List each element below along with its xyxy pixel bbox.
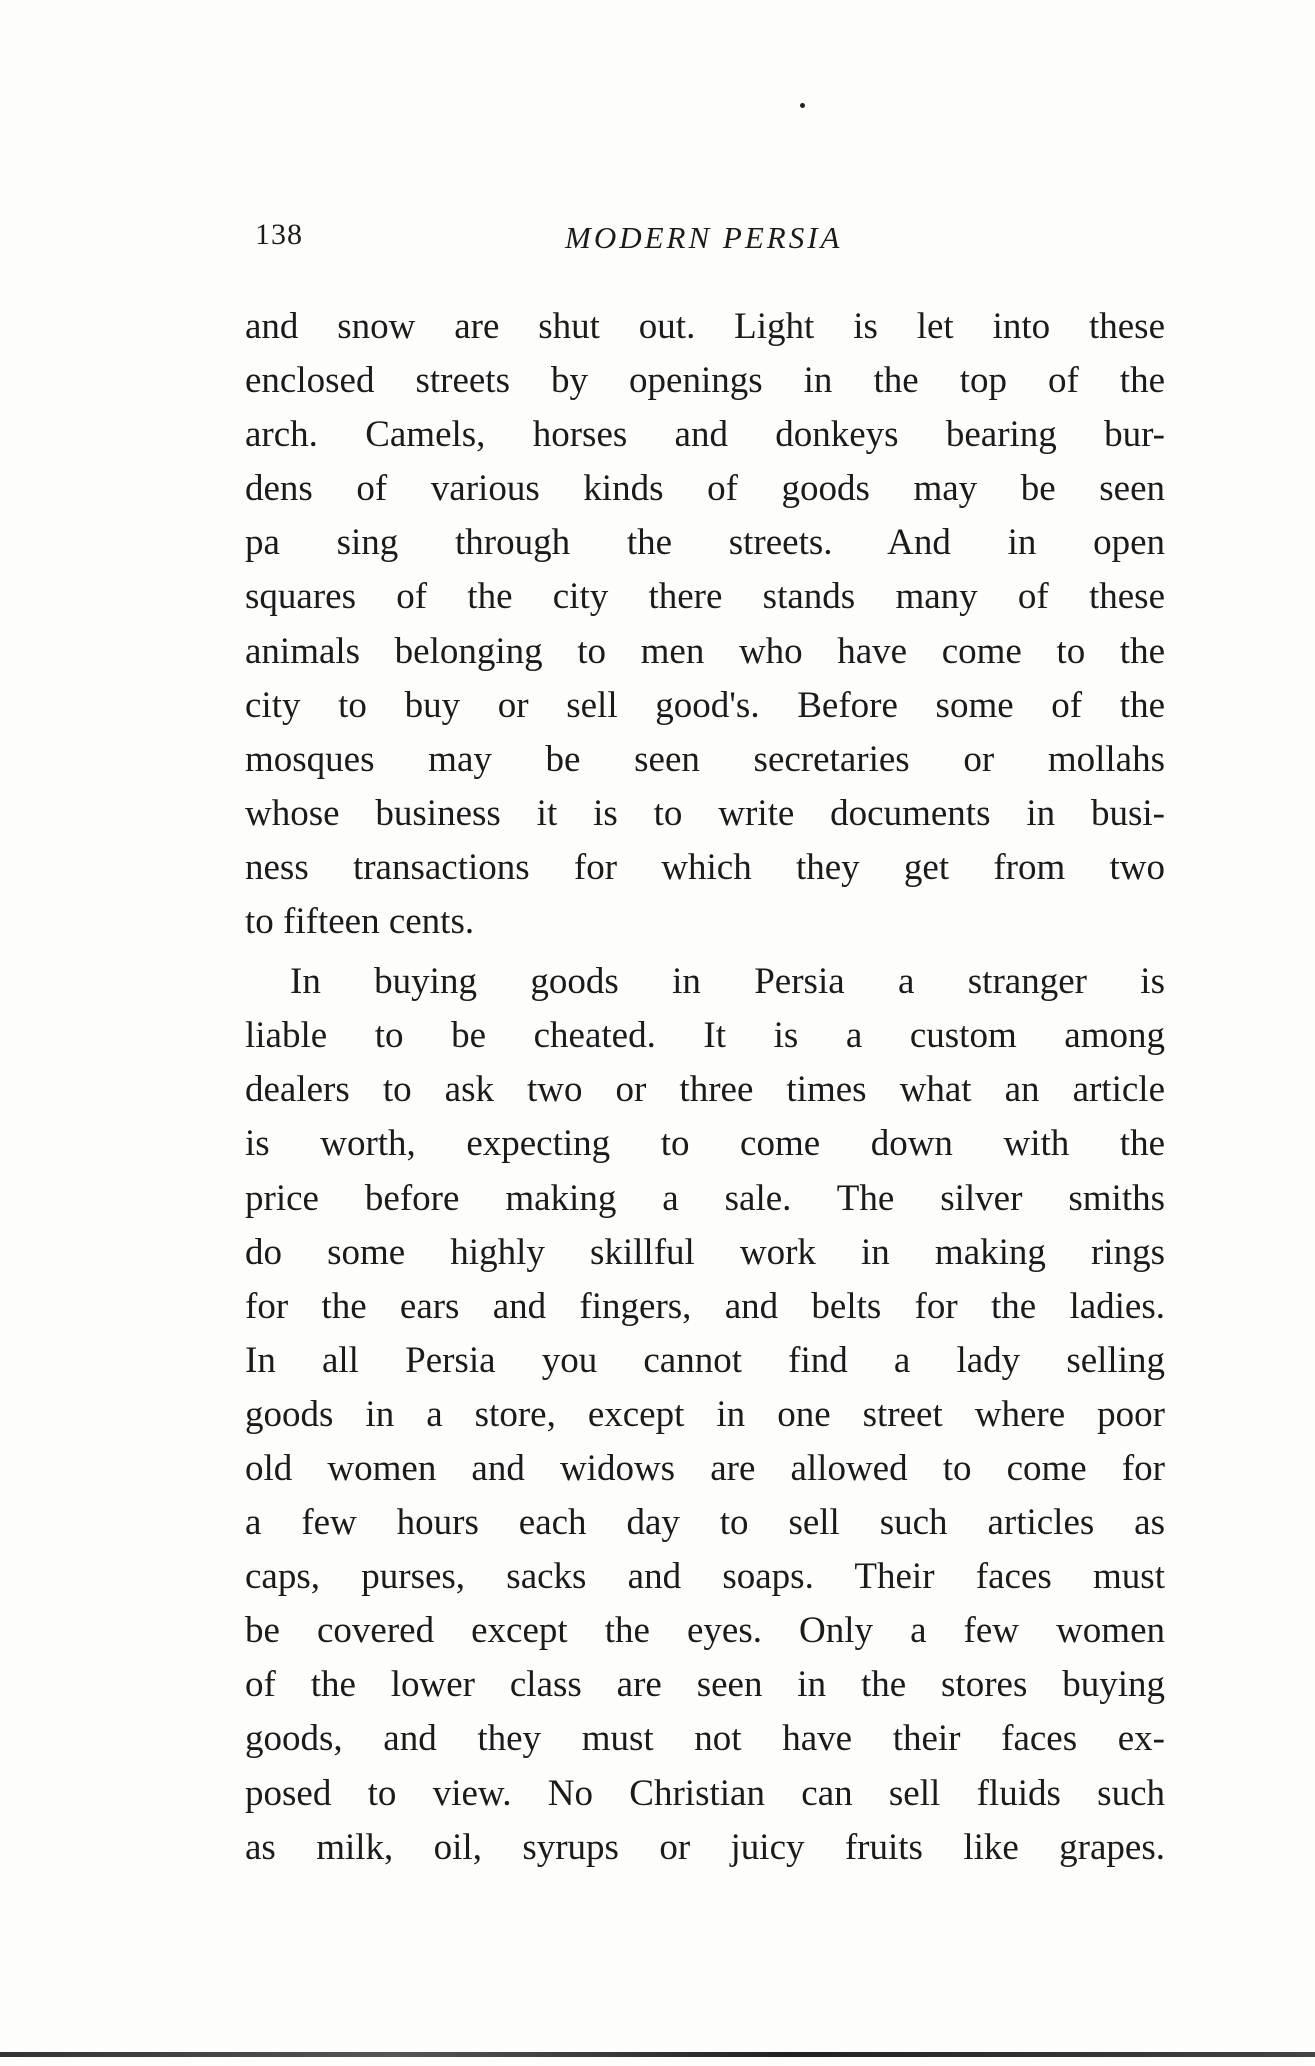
text-line: to fifteen cents.: [245, 901, 475, 943]
ink-speck: [800, 103, 805, 108]
text-line: In buying goods in Persia a stranger is: [290, 961, 1165, 1003]
text-line: be covered except the eyes. Only a few women: [245, 1610, 1165, 1652]
text-line: a few hours each day to sell such articles as: [245, 1502, 1165, 1544]
text-line: caps, purses, sacks and soaps. Their faces must: [245, 1556, 1165, 1598]
text-line: animals belonging to men who have come to the: [245, 630, 1165, 672]
text-line: arch. Camels, horses and donkeys bearing bur-: [245, 414, 1165, 456]
text-line: mosques may be seen secretaries or mollahs: [245, 738, 1165, 780]
text-line: goods in a store, except in one street where poor: [245, 1393, 1165, 1435]
text-line: squares of the city there stands many of these: [245, 576, 1165, 618]
text-line: posed to view. No Christian can sell fluids such: [245, 1772, 1165, 1814]
text-line: pa sing through the streets. And in open: [245, 522, 1165, 564]
body-text: [245, 300, 1165, 1875]
text-line: city to buy or sell good's. Before some of the: [245, 684, 1165, 726]
text-line: for the ears and fingers, and belts for the ladies.: [245, 1285, 1165, 1327]
text-line: price before making a sale. The silver smiths: [245, 1177, 1165, 1219]
text-line: enclosed streets by openings in the top of the: [245, 360, 1165, 402]
page-edge-rule: [0, 2052, 1315, 2057]
paragraph: [245, 955, 1165, 1875]
text-line: liable to be cheated. It is a custom among: [245, 1015, 1165, 1057]
text-line: dens of various kinds of goods may be seen: [245, 468, 1165, 510]
paragraph: [245, 300, 1165, 949]
text-line: goods, and they must not have their faces ex-: [245, 1718, 1165, 1760]
text-line: do some highly skillful work in making rings: [245, 1231, 1165, 1273]
text-line: dealers to ask two or three times what an article: [245, 1069, 1165, 1111]
text-line: is worth, expecting to come down with the: [245, 1123, 1165, 1165]
text-line: whose business it is to write documents in busi-: [245, 792, 1165, 834]
text-line: of the lower class are seen in the stores buying: [245, 1664, 1165, 1706]
page-number: 138: [255, 218, 303, 251]
text-line: old women and widows are allowed to come for: [245, 1447, 1165, 1489]
text-line: In all Persia you cannot find a lady selling: [245, 1339, 1165, 1381]
text-line: and snow are shut out. Light is let into these: [245, 306, 1165, 347]
page-header: [255, 218, 1155, 268]
text-line: as milk, oil, syrups or juicy fruits like grapes.: [245, 1826, 1165, 1868]
text-line: ness transactions for which they get from two: [245, 846, 1165, 888]
running-title: MODERN PERSIA: [565, 220, 843, 255]
